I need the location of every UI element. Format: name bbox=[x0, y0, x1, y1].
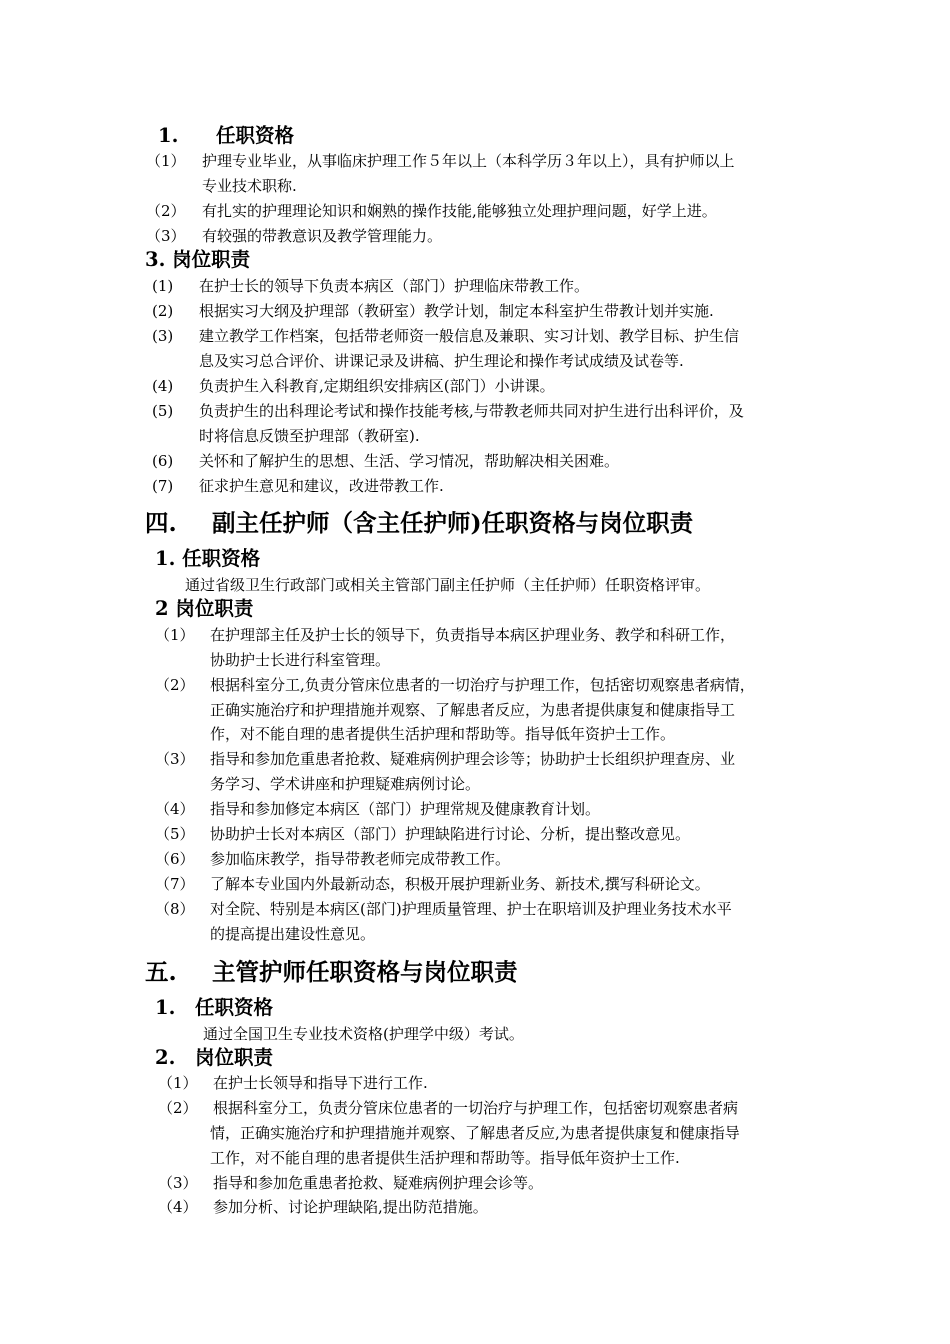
list-item-text: 有较强的带教意识及教学管理能力。 bbox=[202, 227, 443, 245]
list-item-number: （4） bbox=[158, 1198, 198, 1216]
list-item-number: (6) bbox=[152, 452, 174, 470]
list-item-text: 建立教学工作档案，包括带老师资一般信息及兼职、实习计划、教学目标、护生信 bbox=[199, 327, 740, 345]
paragraph: 通过全国卫生专业技术资格(护理学中级）考试。 bbox=[203, 1025, 524, 1043]
list-item-text: 对全院、特别是本病区(部门)护理质量管理、护士在职培训及护理业务技术水平 bbox=[210, 900, 732, 918]
list-item-number: (2) bbox=[152, 302, 174, 320]
list-item-text: 负责护生的出科理论考试和操作技能考核,与带教老师共同对护生进行出科评价，及 bbox=[199, 402, 744, 420]
section-heading: 3. 岗位职责 bbox=[145, 248, 251, 271]
list-item-text-continued: 协助护士长进行科室管理。 bbox=[210, 651, 391, 669]
list-item-number: （1） bbox=[158, 1074, 198, 1092]
list-item-text-continued: 作，对不能自理的患者提供生活护理和帮助等。指导低年资护士工作。 bbox=[210, 725, 676, 743]
list-item-text: 参加分析、讨论护理缺陷,提出防范措施。 bbox=[213, 1198, 488, 1216]
list-item-text-continued: 务学习、学术讲座和护理疑难病例讨论。 bbox=[210, 775, 481, 793]
section-heading: 2 岗位职责 bbox=[155, 597, 254, 620]
list-item-text: 参加临床教学，指导带教老师完成带教工作。 bbox=[210, 850, 511, 868]
chapter-title: 副主任护师（含主任护师)任职资格与岗位职责 bbox=[212, 509, 694, 537]
list-item-text: 了解本专业国内外最新动态，积极开展护理新业务、新技术,撰写科研论文。 bbox=[210, 875, 710, 893]
list-item-number: (7) bbox=[152, 477, 174, 495]
list-item-number: （3） bbox=[146, 227, 186, 245]
list-item-number: (5) bbox=[152, 402, 174, 420]
list-item-text-continued: 正确实施治疗和护理措施并观察、了解患者反应，为患者提供康复和健康指导工 bbox=[210, 701, 736, 719]
list-item-number: （8） bbox=[155, 900, 195, 918]
list-item-text: 征求护生意见和建议，改进带教工作. bbox=[199, 477, 444, 495]
list-item-number: （2） bbox=[158, 1099, 198, 1117]
list-item-text: 根据科室分工，负责分管床位患者的一切治疗与护理工作，包括密切观察患者病 bbox=[213, 1099, 739, 1117]
list-item-number: (3) bbox=[152, 327, 174, 345]
list-item-number: (4) bbox=[152, 377, 174, 395]
list-item-text: 在护士长的领导下负责本病区（部门）护理临床带教工作。 bbox=[199, 277, 590, 295]
list-item-number: （1） bbox=[155, 626, 195, 644]
list-item-text: 根据实习大纲及护理部（教研室）教学计划，制定本科室护生带教计划并实施. bbox=[199, 302, 714, 320]
list-item-text: 关怀和了解护生的思想、生活、学习情况，帮助解决相关困难。 bbox=[199, 452, 620, 470]
section-heading: 任职资格 bbox=[216, 124, 295, 147]
list-item-number: （2） bbox=[146, 202, 186, 220]
chapter-title: 主管护师任职资格与岗位职责 bbox=[212, 958, 518, 986]
list-item-number: （7） bbox=[155, 875, 195, 893]
list-item-text: 在护理部主任及护士长的领导下，负责指导本病区护理业务、教学和科研工作， bbox=[210, 626, 736, 644]
section-heading: 岗位职责 bbox=[195, 1046, 274, 1069]
list-item-text: 协助护士长对本病区（部门）护理缺陷进行讨论、分析，提出整改意见。 bbox=[210, 825, 691, 843]
list-item-number: （2） bbox=[155, 676, 195, 694]
list-item-text-continued: 专业技术职称. bbox=[202, 177, 297, 195]
section-heading: 1. 任职资格 bbox=[155, 547, 261, 570]
list-item-text: 指导和参加危重患者抢救、疑难病例护理会诊等。 bbox=[213, 1174, 544, 1192]
section-heading-number: 1. bbox=[155, 996, 176, 1019]
list-item-text: 护理专业毕业，从事临床护理工作５年以上（本科学历３年以上），具有护师以上 bbox=[202, 152, 735, 170]
list-item-text-continued: 息及实习总合评价、讲课记录及讲稿、护生理论和操作考试成绩及试卷等. bbox=[199, 352, 684, 370]
list-item-number: （3） bbox=[158, 1174, 198, 1192]
list-item-text: 负责护生入科教育,定期组织安排病区(部门）小讲课。 bbox=[199, 377, 555, 395]
list-item-text-continued: 情，正确实施治疗和护理措施并观察、了解患者反应,为患者提供康复和健康指导 bbox=[210, 1124, 740, 1142]
paragraph: 通过省级卫生行政部门或相关主管部门副主任护师（主任护师）任职资格评审。 bbox=[185, 576, 711, 594]
list-item-number: （4） bbox=[155, 800, 195, 818]
list-item-text-continued: 工作，对不能自理的患者提供生活护理和帮助等。指导低年资护士工作. bbox=[210, 1149, 680, 1167]
list-item-number: (1) bbox=[152, 277, 174, 295]
section-heading-number: 1. bbox=[158, 124, 179, 147]
list-item-text-continued: 时将信息反馈至护理部（教研室). bbox=[199, 427, 420, 445]
list-item-number: （6） bbox=[155, 850, 195, 868]
chapter-number: 五. bbox=[145, 958, 177, 986]
list-item-text: 有扎实的护理理论知识和娴熟的操作技能,能够独立处理护理问题，好学上进。 bbox=[202, 202, 717, 220]
chapter-number: 四. bbox=[145, 509, 177, 537]
list-item-number: （5） bbox=[155, 825, 195, 843]
list-item-text: 在护士长领导和指导下进行工作. bbox=[213, 1074, 428, 1092]
list-item-number: （1） bbox=[146, 152, 186, 170]
list-item-number: （3） bbox=[155, 750, 195, 768]
list-item-text: 指导和参加修定本病区（部门）护理常规及健康教育计划。 bbox=[210, 800, 601, 818]
list-item-text-continued: 的提高提出建设性意见。 bbox=[210, 925, 376, 943]
list-item-text: 指导和参加危重患者抢救、疑难病例护理会诊等；协助护士长组织护理查房、业 bbox=[210, 750, 736, 768]
section-heading-number: 2. bbox=[155, 1046, 176, 1069]
section-heading: 任职资格 bbox=[195, 996, 274, 1019]
list-item-text: 根据科室分工,负责分管床位患者的一切治疗与护理工作，包括密切观察患者病情， bbox=[210, 676, 755, 694]
